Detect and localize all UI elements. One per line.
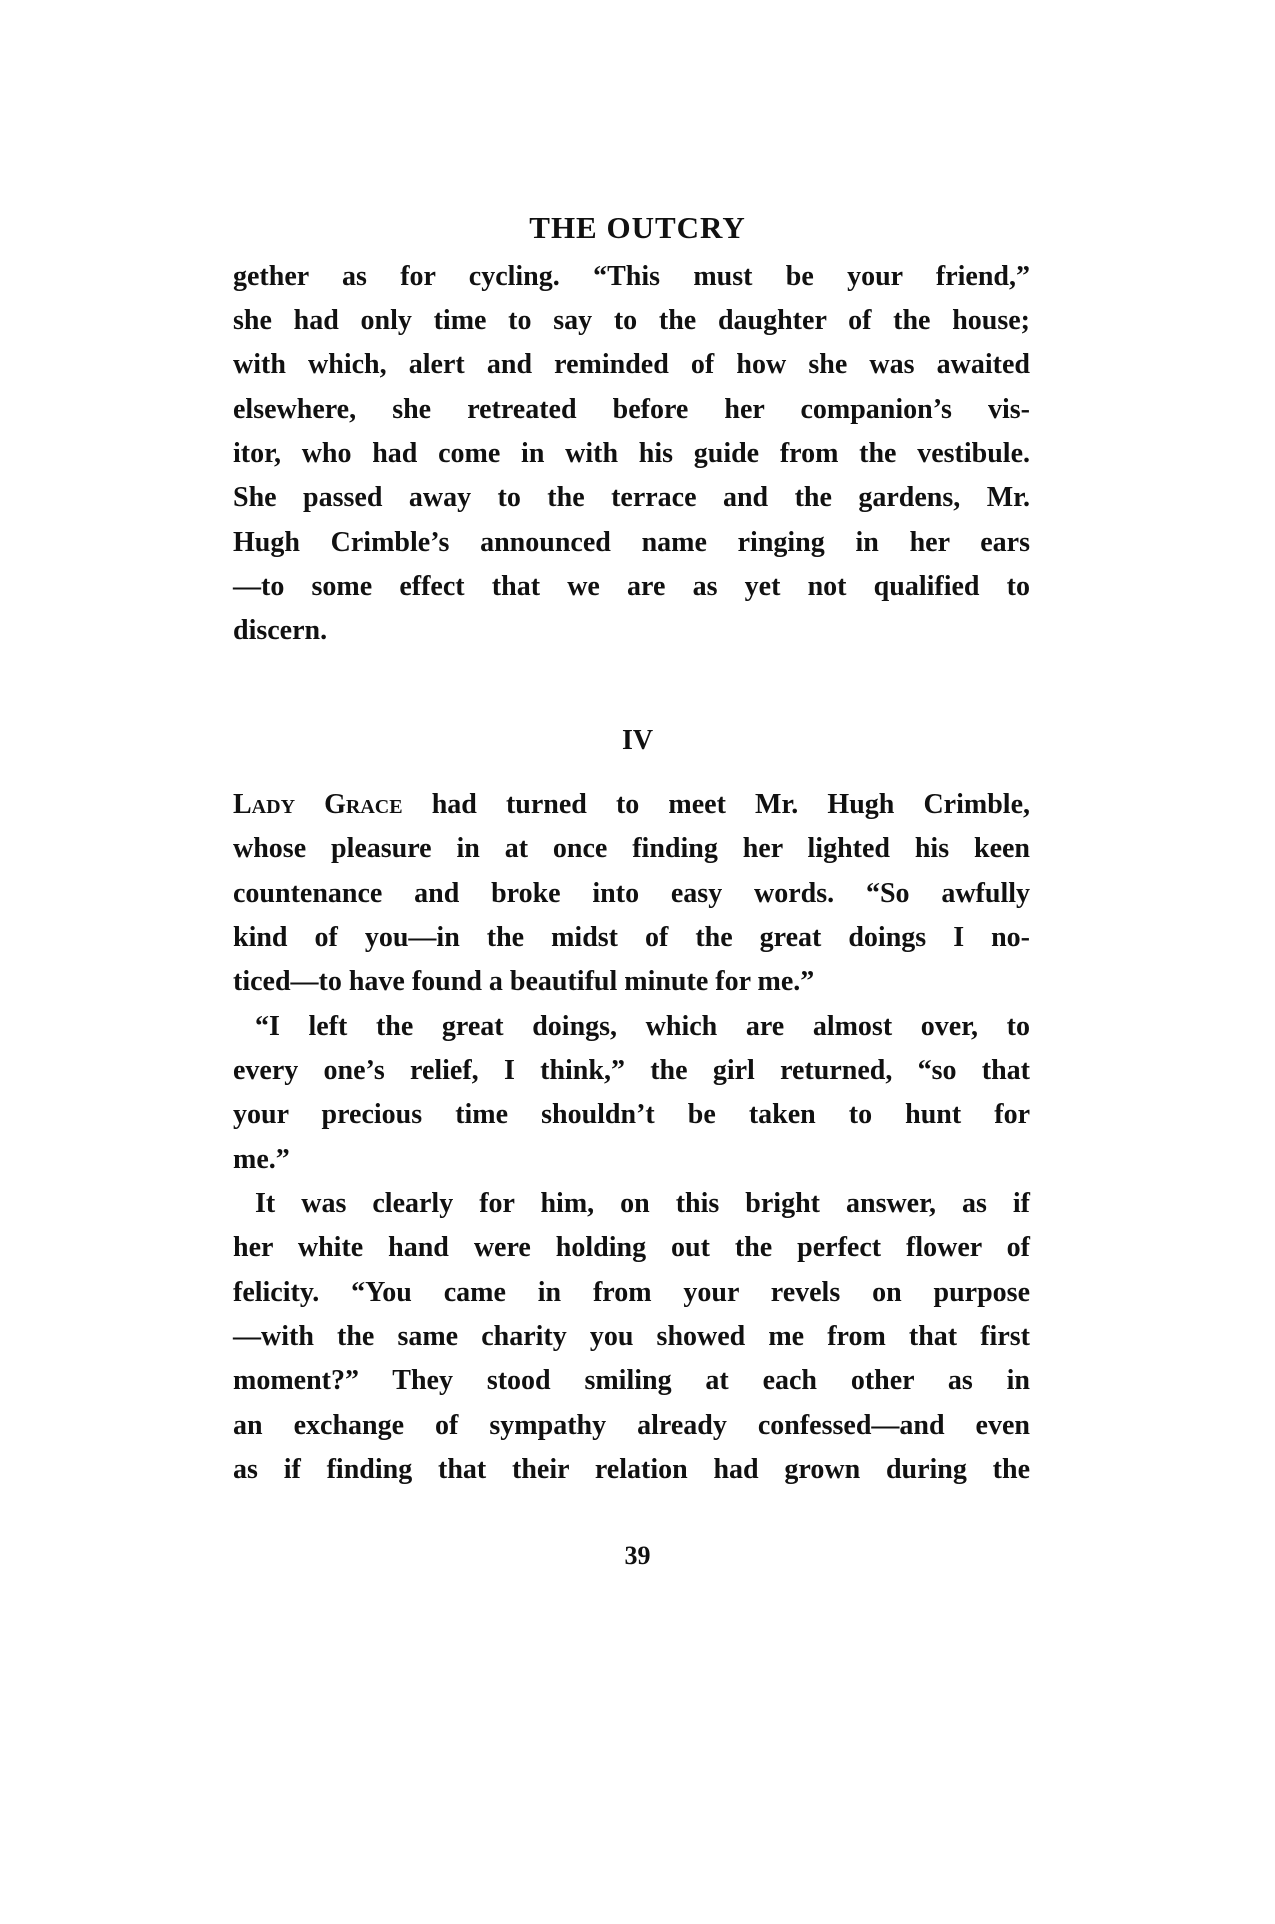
text-line: countenance and broke into easy words. “So awfully [233,878,1030,909]
text-line: itor, who had come in with his guide from the vestibule. [233,438,1030,469]
text-line: discern. [233,615,328,646]
text-line: kind of you—in the midst of the great doings I no- [233,922,1030,953]
text-line: —to some effect that we are as yet not qualified to [233,571,1030,602]
text-line: me.” [233,1144,290,1175]
text-line: elsewhere, she retreated before her companion’s vis- [233,394,1030,425]
text-line: your precious time shouldn’t be taken to hunt for [233,1099,1030,1130]
text-line [233,783,1030,827]
text-line: every one’s relief, I think,” the girl returned, “so that [233,1055,1030,1086]
text-span: had turned to meet Mr. Hugh Crimble, [402,789,1030,820]
text-line: her white hand were holding out the perfect flower of [233,1232,1030,1263]
page-number: 39 [624,1541,651,1570]
text-line: Hugh Crimble’s announced name ringing in her ears [233,527,1030,558]
text-line: —with the same charity you showed me from that first [233,1321,1030,1352]
small-caps-lead: Lady Grace [233,789,403,820]
text-line: as if finding that their relation had grown during the [233,1454,1030,1485]
text-line: she had only time to say to the daughter of the house; [233,305,1030,336]
text-line: moment?” They stood smiling at each other as in [233,1365,1030,1396]
text-line: felicity. “You came in from your revels on purpose [233,1277,1030,1308]
text-line: She passed away to the terrace and the gardens, Mr. [233,482,1030,513]
text-line: with which, alert and reminded of how she was awaited [233,349,1030,380]
text-line: “I left the great doings, which are almost over, to [255,1011,1030,1042]
text-line: whose pleasure in at once finding her lighted his keen [233,833,1030,864]
section-heading: IV [621,725,654,756]
text-line: an exchange of sympathy already confessed—and even [233,1410,1030,1441]
text-line: gether as for cycling. “This must be your friend,” [233,261,1030,292]
text-line: It was clearly for him, on this bright answer, as if [255,1188,1030,1219]
running-head: THE OUTCRY [529,210,746,245]
text-line: ticed—to have found a beautiful minute for me.” [233,966,815,997]
